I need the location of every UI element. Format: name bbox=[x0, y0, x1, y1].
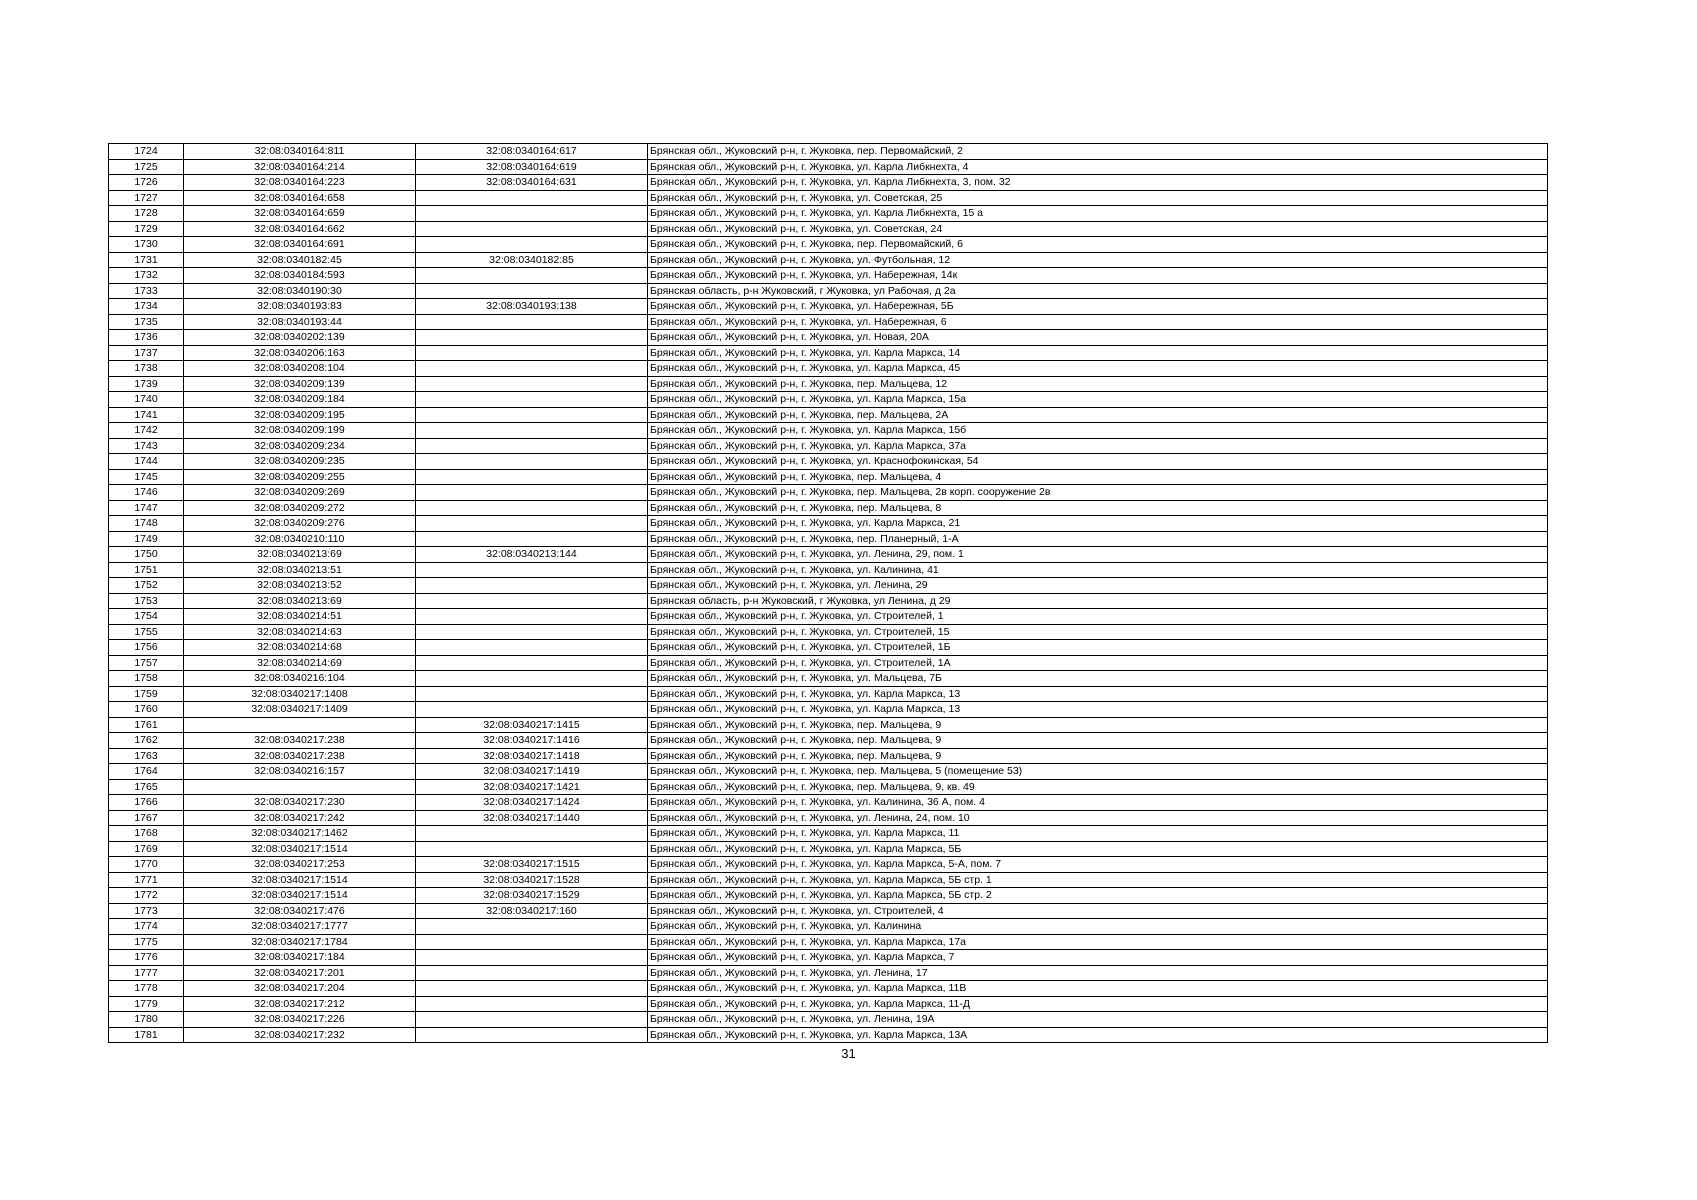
cadastral-number-cell bbox=[184, 717, 416, 733]
row-number-cell: 1733 bbox=[109, 283, 184, 299]
cadastral-number-cell: 32:08:0340193:83 bbox=[184, 299, 416, 315]
address-cell: Брянская обл., Жуковский р-н, г. Жуковка, ул. Футбольная, 12 bbox=[648, 252, 1548, 268]
linked-cadastral-number-cell: 32:08:0340217:1419 bbox=[416, 764, 648, 780]
table-row bbox=[109, 206, 1548, 222]
row-number-cell: 1731 bbox=[109, 252, 184, 268]
cadastral-number-cell: 32:08:0340164:691 bbox=[184, 237, 416, 253]
row-number-cell: 1736 bbox=[109, 330, 184, 346]
linked-cadastral-number-cell bbox=[416, 407, 648, 423]
table-row bbox=[109, 469, 1548, 485]
linked-cadastral-number-cell bbox=[416, 562, 648, 578]
linked-cadastral-number-cell: 32:08:0340217:1515 bbox=[416, 857, 648, 873]
linked-cadastral-number-cell bbox=[416, 981, 648, 997]
table-row bbox=[109, 283, 1548, 299]
linked-cadastral-number-cell bbox=[416, 841, 648, 857]
registry-sheet bbox=[108, 143, 1548, 1043]
address-cell: Брянская обл., Жуковский р-н, г. Жуковка, ул. Строителей, 15 bbox=[648, 624, 1548, 640]
row-number-cell: 1739 bbox=[109, 376, 184, 392]
linked-cadastral-number-cell: 32:08:0340217:1418 bbox=[416, 748, 648, 764]
row-number-cell: 1758 bbox=[109, 671, 184, 687]
address-cell: Брянская обл., Жуковский р-н, г. Жуковка, ул. Карла Либкнехта, 15 а bbox=[648, 206, 1548, 222]
linked-cadastral-number-cell bbox=[416, 919, 648, 935]
address-cell: Брянская обл., Жуковский р-н, г. Жуковка, ул. Карла Маркса, 11В bbox=[648, 981, 1548, 997]
table-row bbox=[109, 299, 1548, 315]
linked-cadastral-number-cell bbox=[416, 950, 648, 966]
cadastral-number-cell: 32:08:0340216:104 bbox=[184, 671, 416, 687]
table-row bbox=[109, 562, 1548, 578]
linked-cadastral-number-cell: 32:08:0340217:1529 bbox=[416, 888, 648, 904]
row-number-cell: 1755 bbox=[109, 624, 184, 640]
address-cell: Брянская обл., Жуковский р-н, г. Жуковка, ул. Ленина, 19А bbox=[648, 1012, 1548, 1028]
row-number-cell: 1779 bbox=[109, 996, 184, 1012]
linked-cadastral-number-cell bbox=[416, 686, 648, 702]
table-row bbox=[109, 578, 1548, 594]
linked-cadastral-number-cell: 32:08:0340217:1424 bbox=[416, 795, 648, 811]
address-cell: Брянская обл., Жуковский р-н, г. Жуковка, ул. Карла Маркса, 15б bbox=[648, 423, 1548, 439]
address-cell: Брянская обл., Жуковский р-н, г. Жуковка, ул. Строителей, 1А bbox=[648, 655, 1548, 671]
table-row bbox=[109, 748, 1548, 764]
cadastral-number-cell: 32:08:0340217:238 bbox=[184, 748, 416, 764]
row-number-cell: 1770 bbox=[109, 857, 184, 873]
row-number-cell: 1747 bbox=[109, 500, 184, 516]
cadastral-number-cell: 32:08:0340193:44 bbox=[184, 314, 416, 330]
linked-cadastral-number-cell bbox=[416, 469, 648, 485]
table-row bbox=[109, 826, 1548, 842]
table-row bbox=[109, 392, 1548, 408]
row-number-cell: 1754 bbox=[109, 609, 184, 625]
table-row bbox=[109, 934, 1548, 950]
table-row bbox=[109, 345, 1548, 361]
linked-cadastral-number-cell bbox=[416, 965, 648, 981]
row-number-cell: 1767 bbox=[109, 810, 184, 826]
cadastral-number-cell: 32:08:0340206:163 bbox=[184, 345, 416, 361]
linked-cadastral-number-cell bbox=[416, 640, 648, 656]
cadastral-number-cell: 32:08:0340217:1409 bbox=[184, 702, 416, 718]
address-cell: Брянская обл., Жуковский р-н, г. Жуковка, ул. Новая, 20А bbox=[648, 330, 1548, 346]
table-row bbox=[109, 1027, 1548, 1043]
cadastral-number-cell: 32:08:0340209:272 bbox=[184, 500, 416, 516]
cadastral-number-cell: 32:08:0340209:195 bbox=[184, 407, 416, 423]
address-cell: Брянская обл., Жуковский р-н, г. Жуковка, ул. Карла Маркса, 11-Д bbox=[648, 996, 1548, 1012]
table-row bbox=[109, 841, 1548, 857]
row-number-cell: 1776 bbox=[109, 950, 184, 966]
cadastral-number-cell: 32:08:0340214:51 bbox=[184, 609, 416, 625]
table-row bbox=[109, 1012, 1548, 1028]
cadastral-number-cell: 32:08:0340217:212 bbox=[184, 996, 416, 1012]
linked-cadastral-number-cell bbox=[416, 702, 648, 718]
address-cell: Брянская обл., Жуковский р-н, г. Жуковка, ул. Набережная, 5Б bbox=[648, 299, 1548, 315]
address-cell: Брянская обл., Жуковский р-н, г. Жуковка, ул. Ленина, 24, пом. 10 bbox=[648, 810, 1548, 826]
cadastral-number-cell: 32:08:0340217:242 bbox=[184, 810, 416, 826]
linked-cadastral-number-cell bbox=[416, 423, 648, 439]
row-number-cell: 1734 bbox=[109, 299, 184, 315]
cadastral-number-cell: 32:08:0340213:69 bbox=[184, 593, 416, 609]
table-row bbox=[109, 950, 1548, 966]
registry-table bbox=[108, 143, 1548, 1043]
cadastral-number-cell: 32:08:0340217:201 bbox=[184, 965, 416, 981]
row-number-cell: 1761 bbox=[109, 717, 184, 733]
cadastral-number-cell: 32:08:0340213:51 bbox=[184, 562, 416, 578]
address-cell: Брянская обл., Жуковский р-н, г. Жуковка, ул. Советская, 25 bbox=[648, 190, 1548, 206]
address-cell: Брянская обл., Жуковский р-н, г. Жуковка, пер. Мальцева, 12 bbox=[648, 376, 1548, 392]
linked-cadastral-number-cell bbox=[416, 500, 648, 516]
cadastral-number-cell: 32:08:0340217:230 bbox=[184, 795, 416, 811]
address-cell: Брянская обл., Жуковский р-н, г. Жуковка, ул. Краснофокинская, 54 bbox=[648, 454, 1548, 470]
linked-cadastral-number-cell bbox=[416, 593, 648, 609]
table-row bbox=[109, 640, 1548, 656]
address-cell: Брянская обл., Жуковский р-н, г. Жуковка, пер. Планерный, 1-А bbox=[648, 531, 1548, 547]
table-row bbox=[109, 857, 1548, 873]
address-cell: Брянская обл., Жуковский р-н, г. Жуковка, ул. Карла Маркса, 5Б стр. 1 bbox=[648, 872, 1548, 888]
table-row bbox=[109, 485, 1548, 501]
linked-cadastral-number-cell: 32:08:0340217:1415 bbox=[416, 717, 648, 733]
linked-cadastral-number-cell bbox=[416, 624, 648, 640]
cadastral-number-cell: 32:08:0340209:276 bbox=[184, 516, 416, 532]
cadastral-number-cell: 32:08:0340209:184 bbox=[184, 392, 416, 408]
table-row bbox=[109, 593, 1548, 609]
cadastral-number-cell: 32:08:0340164:223 bbox=[184, 175, 416, 191]
table-row bbox=[109, 810, 1548, 826]
address-cell: Брянская обл., Жуковский р-н, г. Жуковка, ул. Строителей, 1 bbox=[648, 609, 1548, 625]
cadastral-number-cell: 32:08:0340217:232 bbox=[184, 1027, 416, 1043]
row-number-cell: 1781 bbox=[109, 1027, 184, 1043]
linked-cadastral-number-cell bbox=[416, 671, 648, 687]
table-row bbox=[109, 252, 1548, 268]
linked-cadastral-number-cell bbox=[416, 1027, 648, 1043]
row-number-cell: 1741 bbox=[109, 407, 184, 423]
linked-cadastral-number-cell: 32:08:0340164:617 bbox=[416, 144, 648, 160]
cadastral-number-cell: 32:08:0340217:238 bbox=[184, 733, 416, 749]
row-number-cell: 1724 bbox=[109, 144, 184, 160]
row-number-cell: 1775 bbox=[109, 934, 184, 950]
table-row bbox=[109, 779, 1548, 795]
cadastral-number-cell: 32:08:0340216:157 bbox=[184, 764, 416, 780]
address-cell: Брянская обл., Жуковский р-н, г. Жуковка, ул. Карла Маркса, 5Б стр. 2 bbox=[648, 888, 1548, 904]
address-cell: Брянская обл., Жуковский р-н, г. Жуковка, ул. Мальцева, 7Б bbox=[648, 671, 1548, 687]
linked-cadastral-number-cell bbox=[416, 330, 648, 346]
address-cell: Брянская обл., Жуковский р-н, г. Жуковка, ул. Калинина bbox=[648, 919, 1548, 935]
cadastral-number-cell: 32:08:0340209:139 bbox=[184, 376, 416, 392]
table-row bbox=[109, 500, 1548, 516]
cadastral-number-cell: 32:08:0340217:1462 bbox=[184, 826, 416, 842]
table-row bbox=[109, 314, 1548, 330]
row-number-cell: 1738 bbox=[109, 361, 184, 377]
table-row bbox=[109, 237, 1548, 253]
linked-cadastral-number-cell: 32:08:0340182:85 bbox=[416, 252, 648, 268]
row-number-cell: 1753 bbox=[109, 593, 184, 609]
cadastral-number-cell: 32:08:0340209:255 bbox=[184, 469, 416, 485]
cadastral-number-cell bbox=[184, 779, 416, 795]
address-cell: Брянская обл., Жуковский р-н, г. Жуковка, ул. Советская, 24 bbox=[648, 221, 1548, 237]
linked-cadastral-number-cell bbox=[416, 1012, 648, 1028]
address-cell: Брянская обл., Жуковский р-н, г. Жуковка, ул. Набережная, 14к bbox=[648, 268, 1548, 284]
address-cell: Брянская обл., Жуковский р-н, г. Жуковка, ул. Калинина, 36 А, пом. 4 bbox=[648, 795, 1548, 811]
linked-cadastral-number-cell: 32:08:0340164:619 bbox=[416, 159, 648, 175]
table-row bbox=[109, 764, 1548, 780]
table-row bbox=[109, 423, 1548, 439]
linked-cadastral-number-cell bbox=[416, 345, 648, 361]
address-cell: Брянская обл., Жуковский р-н, г. Жуковка, ул. Карла Маркса, 11 bbox=[648, 826, 1548, 842]
cadastral-number-cell: 32:08:0340164:658 bbox=[184, 190, 416, 206]
row-number-cell: 1751 bbox=[109, 562, 184, 578]
row-number-cell: 1757 bbox=[109, 655, 184, 671]
row-number-cell: 1748 bbox=[109, 516, 184, 532]
address-cell: Брянская обл., Жуковский р-н, г. Жуковка, пер. Первомайский, 6 bbox=[648, 237, 1548, 253]
row-number-cell: 1774 bbox=[109, 919, 184, 935]
row-number-cell: 1760 bbox=[109, 702, 184, 718]
cadastral-number-cell: 32:08:0340217:1514 bbox=[184, 888, 416, 904]
cadastral-number-cell: 32:08:0340213:52 bbox=[184, 578, 416, 594]
table-row bbox=[109, 981, 1548, 997]
table-row bbox=[109, 717, 1548, 733]
address-cell: Брянская обл., Жуковский р-н, г. Жуковка, ул. Ленина, 29, пом. 1 bbox=[648, 547, 1548, 563]
row-number-cell: 1763 bbox=[109, 748, 184, 764]
row-number-cell: 1749 bbox=[109, 531, 184, 547]
row-number-cell: 1759 bbox=[109, 686, 184, 702]
cadastral-number-cell: 32:08:0340184:593 bbox=[184, 268, 416, 284]
address-cell: Брянская обл., Жуковский р-н, г. Жуковка, ул. Карла Маркса, 17а bbox=[648, 934, 1548, 950]
table-row bbox=[109, 376, 1548, 392]
linked-cadastral-number-cell: 32:08:0340164:631 bbox=[416, 175, 648, 191]
table-row bbox=[109, 686, 1548, 702]
linked-cadastral-number-cell bbox=[416, 314, 648, 330]
row-number-cell: 1750 bbox=[109, 547, 184, 563]
cadastral-number-cell: 32:08:0340217:476 bbox=[184, 903, 416, 919]
table-row bbox=[109, 903, 1548, 919]
address-cell: Брянская обл., Жуковский р-н, г. Жуковка, ул. Карла Маркса, 5Б bbox=[648, 841, 1548, 857]
address-cell: Брянская обл., Жуковский р-н, г. Жуковка, пер. Мальцева, 9, кв. 49 bbox=[648, 779, 1548, 795]
cadastral-number-cell: 32:08:0340164:659 bbox=[184, 206, 416, 222]
row-number-cell: 1746 bbox=[109, 485, 184, 501]
address-cell: Брянская обл., Жуковский р-н, г. Жуковка, ул. Строителей, 4 bbox=[648, 903, 1548, 919]
row-number-cell: 1732 bbox=[109, 268, 184, 284]
cadastral-number-cell: 32:08:0340164:662 bbox=[184, 221, 416, 237]
table-row bbox=[109, 144, 1548, 160]
linked-cadastral-number-cell bbox=[416, 826, 648, 842]
cadastral-number-cell: 32:08:0340209:234 bbox=[184, 438, 416, 454]
cadastral-number-cell: 32:08:0340202:139 bbox=[184, 330, 416, 346]
row-number-cell: 1743 bbox=[109, 438, 184, 454]
registry-body bbox=[109, 144, 1548, 1043]
row-number-cell: 1772 bbox=[109, 888, 184, 904]
row-number-cell: 1762 bbox=[109, 733, 184, 749]
address-cell: Брянская обл., Жуковский р-н, г. Жуковка, пер. Мальцева, 5 (помещение 53) bbox=[648, 764, 1548, 780]
linked-cadastral-number-cell bbox=[416, 376, 648, 392]
row-number-cell: 1766 bbox=[109, 795, 184, 811]
table-row bbox=[109, 872, 1548, 888]
address-cell: Брянская обл., Жуковский р-н, г. Жуковка, пер. Мальцева, 2в корп. сооружение 2в bbox=[648, 485, 1548, 501]
row-number-cell: 1726 bbox=[109, 175, 184, 191]
linked-cadastral-number-cell bbox=[416, 361, 648, 377]
table-row bbox=[109, 609, 1548, 625]
table-row bbox=[109, 655, 1548, 671]
linked-cadastral-number-cell bbox=[416, 578, 648, 594]
table-row bbox=[109, 888, 1548, 904]
row-number-cell: 1727 bbox=[109, 190, 184, 206]
linked-cadastral-number-cell: 32:08:0340213:144 bbox=[416, 547, 648, 563]
cadastral-number-cell: 32:08:0340214:63 bbox=[184, 624, 416, 640]
table-row bbox=[109, 330, 1548, 346]
linked-cadastral-number-cell bbox=[416, 531, 648, 547]
cadastral-number-cell: 32:08:0340217:253 bbox=[184, 857, 416, 873]
row-number-cell: 1780 bbox=[109, 1012, 184, 1028]
row-number-cell: 1729 bbox=[109, 221, 184, 237]
address-cell: Брянская обл., Жуковский р-н, г. Жуковка, ул. Ленина, 17 bbox=[648, 965, 1548, 981]
address-cell: Брянская обл., Жуковский р-н, г. Жуковка, ул. Карла Маркса, 14 bbox=[648, 345, 1548, 361]
linked-cadastral-number-cell bbox=[416, 609, 648, 625]
table-row bbox=[109, 175, 1548, 191]
cadastral-number-cell: 32:08:0340210:110 bbox=[184, 531, 416, 547]
linked-cadastral-number-cell bbox=[416, 438, 648, 454]
page-number: 31 bbox=[841, 1046, 856, 1061]
linked-cadastral-number-cell bbox=[416, 485, 648, 501]
address-cell: Брянская область, р-н Жуковский, г Жуковка, ул Рабочая, д 2а bbox=[648, 283, 1548, 299]
address-cell: Брянская обл., Жуковский р-н, г. Жуковка, ул. Карла Маркса, 7 bbox=[648, 950, 1548, 966]
cadastral-number-cell: 32:08:0340217:1777 bbox=[184, 919, 416, 935]
address-cell: Брянская обл., Жуковский р-н, г. Жуковка, ул. Карла Либкнехта, 4 bbox=[648, 159, 1548, 175]
cadastral-number-cell: 32:08:0340214:69 bbox=[184, 655, 416, 671]
linked-cadastral-number-cell: 32:08:0340217:1528 bbox=[416, 872, 648, 888]
address-cell: Брянская обл., Жуковский р-н, г. Жуковка, ул. Карла Маркса, 21 bbox=[648, 516, 1548, 532]
cadastral-number-cell: 32:08:0340164:214 bbox=[184, 159, 416, 175]
linked-cadastral-number-cell bbox=[416, 392, 648, 408]
cadastral-number-cell: 32:08:0340217:1784 bbox=[184, 934, 416, 950]
cadastral-number-cell: 32:08:0340217:1514 bbox=[184, 841, 416, 857]
linked-cadastral-number-cell bbox=[416, 190, 648, 206]
row-number-cell: 1725 bbox=[109, 159, 184, 175]
address-cell: Брянская обл., Жуковский р-н, г. Жуковка, пер. Мальцева, 9 bbox=[648, 748, 1548, 764]
row-number-cell: 1769 bbox=[109, 841, 184, 857]
table-row bbox=[109, 221, 1548, 237]
address-cell: Брянская обл., Жуковский р-н, г. Жуковка, пер. Мальцева, 9 bbox=[648, 733, 1548, 749]
table-row bbox=[109, 407, 1548, 423]
table-row bbox=[109, 531, 1548, 547]
row-number-cell: 1730 bbox=[109, 237, 184, 253]
address-cell: Брянская обл., Жуковский р-н, г. Жуковка, ул. Карла Маркса, 13 bbox=[648, 702, 1548, 718]
row-number-cell: 1737 bbox=[109, 345, 184, 361]
address-cell: Брянская обл., Жуковский р-н, г. Жуковка, ул. Набережная, 6 bbox=[648, 314, 1548, 330]
address-cell: Брянская обл., Жуковский р-н, г. Жуковка, пер. Мальцева, 4 bbox=[648, 469, 1548, 485]
row-number-cell: 1756 bbox=[109, 640, 184, 656]
address-cell: Брянская обл., Жуковский р-н, г. Жуковка, ул. Строителей, 1Б bbox=[648, 640, 1548, 656]
table-row bbox=[109, 965, 1548, 981]
address-cell: Брянская обл., Жуковский р-н, г. Жуковка, ул. Карла Маркса, 45 bbox=[648, 361, 1548, 377]
address-cell: Брянская обл., Жуковский р-н, г. Жуковка, пер. Мальцева, 2А bbox=[648, 407, 1548, 423]
linked-cadastral-number-cell bbox=[416, 283, 648, 299]
row-number-cell: 1764 bbox=[109, 764, 184, 780]
row-number-cell: 1735 bbox=[109, 314, 184, 330]
cadastral-number-cell: 32:08:0340208:104 bbox=[184, 361, 416, 377]
cadastral-number-cell: 32:08:0340209:199 bbox=[184, 423, 416, 439]
table-row bbox=[109, 624, 1548, 640]
row-number-cell: 1773 bbox=[109, 903, 184, 919]
linked-cadastral-number-cell: 32:08:0340217:1421 bbox=[416, 779, 648, 795]
cadastral-number-cell: 32:08:0340217:184 bbox=[184, 950, 416, 966]
table-row bbox=[109, 671, 1548, 687]
address-cell: Брянская обл., Жуковский р-н, г. Жуковка, ул. Ленина, 29 bbox=[648, 578, 1548, 594]
linked-cadastral-number-cell: 32:08:0340217:1416 bbox=[416, 733, 648, 749]
row-number-cell: 1742 bbox=[109, 423, 184, 439]
linked-cadastral-number-cell bbox=[416, 934, 648, 950]
address-cell: Брянская обл., Жуковский р-н, г. Жуковка, ул. Карла Маркса, 37а bbox=[648, 438, 1548, 454]
address-cell: Брянская обл., Жуковский р-н, г. Жуковка, ул. Карла Либкнехта, 3, пом. 32 bbox=[648, 175, 1548, 191]
address-cell: Брянская обл., Жуковский р-н, г. Жуковка, пер. Мальцева, 8 bbox=[648, 500, 1548, 516]
cadastral-number-cell: 32:08:0340217:204 bbox=[184, 981, 416, 997]
table-row bbox=[109, 996, 1548, 1012]
linked-cadastral-number-cell bbox=[416, 516, 648, 532]
linked-cadastral-number-cell bbox=[416, 206, 648, 222]
row-number-cell: 1765 bbox=[109, 779, 184, 795]
linked-cadastral-number-cell bbox=[416, 221, 648, 237]
linked-cadastral-number-cell: 32:08:0340217:160 bbox=[416, 903, 648, 919]
cadastral-number-cell: 32:08:0340190:30 bbox=[184, 283, 416, 299]
table-row bbox=[109, 268, 1548, 284]
row-number-cell: 1744 bbox=[109, 454, 184, 470]
row-number-cell: 1768 bbox=[109, 826, 184, 842]
row-number-cell: 1745 bbox=[109, 469, 184, 485]
table-row bbox=[109, 361, 1548, 377]
linked-cadastral-number-cell: 32:08:0340217:1440 bbox=[416, 810, 648, 826]
address-cell: Брянская обл., Жуковский р-н, г. Жуковка, ул. Карла Маркса, 5-А, пом. 7 bbox=[648, 857, 1548, 873]
address-cell: Брянская область, р-н Жуковский, г Жуковка, ул Ленина, д 29 bbox=[648, 593, 1548, 609]
cadastral-number-cell: 32:08:0340209:235 bbox=[184, 454, 416, 470]
table-row bbox=[109, 454, 1548, 470]
linked-cadastral-number-cell bbox=[416, 268, 648, 284]
address-cell: Брянская обл., Жуковский р-н, г. Жуковка, ул. Карла Маркса, 13А bbox=[648, 1027, 1548, 1043]
cadastral-number-cell: 32:08:0340214:68 bbox=[184, 640, 416, 656]
cadastral-number-cell: 32:08:0340164:811 bbox=[184, 144, 416, 160]
linked-cadastral-number-cell: 32:08:0340193:138 bbox=[416, 299, 648, 315]
linked-cadastral-number-cell bbox=[416, 454, 648, 470]
cadastral-number-cell: 32:08:0340209:269 bbox=[184, 485, 416, 501]
address-cell: Брянская обл., Жуковский р-н, г. Жуковка, пер. Мальцева, 9 bbox=[648, 717, 1548, 733]
address-cell: Брянская обл., Жуковский р-н, г. Жуковка, ул. Карла Маркса, 13 bbox=[648, 686, 1548, 702]
table-row bbox=[109, 190, 1548, 206]
cadastral-number-cell: 32:08:0340217:1408 bbox=[184, 686, 416, 702]
linked-cadastral-number-cell bbox=[416, 237, 648, 253]
table-row bbox=[109, 795, 1548, 811]
address-cell: Брянская обл., Жуковский р-н, г. Жуковка, пер. Первомайский, 2 bbox=[648, 144, 1548, 160]
table-row bbox=[109, 516, 1548, 532]
cadastral-number-cell: 32:08:0340182:45 bbox=[184, 252, 416, 268]
cadastral-number-cell: 32:08:0340217:226 bbox=[184, 1012, 416, 1028]
table-row bbox=[109, 733, 1548, 749]
cadastral-number-cell: 32:08:0340217:1514 bbox=[184, 872, 416, 888]
linked-cadastral-number-cell bbox=[416, 996, 648, 1012]
table-row bbox=[109, 702, 1548, 718]
row-number-cell: 1752 bbox=[109, 578, 184, 594]
row-number-cell: 1777 bbox=[109, 965, 184, 981]
table-row bbox=[109, 159, 1548, 175]
row-number-cell: 1778 bbox=[109, 981, 184, 997]
table-row bbox=[109, 438, 1548, 454]
row-number-cell: 1728 bbox=[109, 206, 184, 222]
address-cell: Брянская обл., Жуковский р-н, г. Жуковка, ул. Карла Маркса, 15а bbox=[648, 392, 1548, 408]
address-cell: Брянская обл., Жуковский р-н, г. Жуковка, ул. Калинина, 41 bbox=[648, 562, 1548, 578]
cadastral-number-cell: 32:08:0340213:69 bbox=[184, 547, 416, 563]
row-number-cell: 1771 bbox=[109, 872, 184, 888]
table-row bbox=[109, 547, 1548, 563]
row-number-cell: 1740 bbox=[109, 392, 184, 408]
table-row bbox=[109, 919, 1548, 935]
linked-cadastral-number-cell bbox=[416, 655, 648, 671]
